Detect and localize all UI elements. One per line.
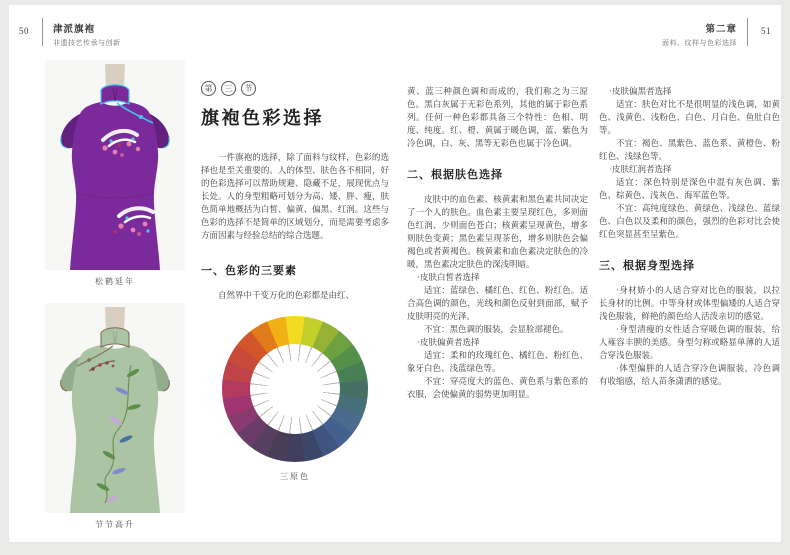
purple-qipao-photo <box>45 60 185 270</box>
running-head-left <box>53 21 121 48</box>
figure-green-qipao <box>45 303 185 530</box>
intro-paragraph: 一件旗袍的选择，除了面料与纹样，色彩的选择也是至关重要的。人的体型、肤色各不相同，好的色彩选择可以帮助规避、隐藏不足，展现优点与长处。人的身型粗略可划分为高、矮、胖、瘦，肤色简单地概括为白皙、偏黄、偏黑、红润。这些与色彩的选择不是简单的区域划分，而是需要考虑多方面因素与经验总结的综合选题。 <box>201 152 389 240</box>
subheading-skin-color: 二、根据肤色选择 <box>407 169 503 181</box>
body-paragraph: 适宜：蓝绿色、橘红色、红色、粉红色。适合高色调的颜色，光线和颜色反射到面部，赋予皮肤明亮的光泽。 <box>407 285 588 321</box>
purple-qipao-illustration <box>45 60 185 270</box>
figure-purple-qipao <box>45 60 185 287</box>
header-divider-left <box>42 18 43 46</box>
figure-caption: 节节高升 <box>95 520 135 529</box>
chapter-subtitle: 面料、纹样与色彩选择 <box>662 39 737 47</box>
body-paragraph: ·身材娇小的人适合穿对比色的服装，以拉长身材的比例。中等身材或体型偏矮的人适合穿浅色服装，鲜艳的颜色给人活泼亲切的感觉。 <box>599 285 780 321</box>
green-qipao-photo <box>45 303 185 513</box>
body-paragraph: 皮肤中的血色素、核黄素和黑色素共同决定了一个人的肤色。血色素主要呈现红色，多则面色红润、少则面色苍白；核黄素呈现黄色，增多则肤色变黄；黑色素呈现茶色，增多则肤色会偏褐色或者黄褐色。核黄素和血色素决定肤色的冷暖，黑色素决定肤色的深浅明暗。 <box>407 194 588 269</box>
green-qipao-illustration <box>45 303 185 513</box>
figure-caption: 松鹤延年 <box>95 277 135 286</box>
lead-line: 自然界中千变万化的色彩都是由红、 <box>218 290 355 300</box>
header-divider-right <box>747 18 748 46</box>
color-wheel-center <box>267 361 322 416</box>
body-paragraph: 不宜：穿亮度大的蓝色、黄色系与紫色系的衣服，会使偏黄的弱势更加明显。 <box>407 376 588 399</box>
section-mark-char: 三 <box>221 81 236 96</box>
section-mark-char: 第 <box>201 81 216 96</box>
body-paragraph: 适宜：柔和的玫瑰红色、橘红色、粉红色、象牙白色、浅蓝绿色等。 <box>407 350 588 373</box>
series-subtitle: 非遗技艺传承与创新 <box>53 39 121 47</box>
bullet-heading: ·皮肤偏黑者选择 <box>609 86 672 96</box>
color-wheel-caption: 三原色 <box>280 472 310 481</box>
chapter-title: 第二章 <box>705 25 737 35</box>
body-paragraph: 不宜：高纯度绿色、黄绿色、浅绿色、蓝绿色、白色以及柔和的颜色，强烈的色彩对比会使红色突显甚至呈紫色。 <box>599 203 780 239</box>
book-spread <box>9 5 781 542</box>
body-paragraph: ·身型清瘦的女性适合穿暖色调的服装，给人雍容丰腴的美感。身型匀称或略显单薄的人适合穿浅色服装。 <box>599 324 780 360</box>
page-number-left: 50 <box>19 26 29 36</box>
section-mark-char: 节 <box>241 81 256 96</box>
body-paragraph: 不宜：黑色调的服装，会显脸部褪色。 <box>424 324 569 334</box>
bullet-heading: ·皮肤红润者选择 <box>609 164 672 174</box>
section-title: 旗袍色彩选择 <box>201 108 324 128</box>
bullet-heading: ·皮肤白皙者选择 <box>417 272 480 282</box>
section-number-mark <box>201 81 389 96</box>
body-paragraph: 不宜：褐色、黑紫色、蓝色系、黄橙色、粉红色、浅绿色等。 <box>599 138 780 161</box>
series-title: 津派旗袍 <box>53 25 96 35</box>
page-number-right: 51 <box>761 26 771 36</box>
subheading-color-elements: 一、色彩的三要素 <box>201 265 297 277</box>
running-head-right <box>662 21 737 48</box>
color-wheel-figure <box>201 316 389 482</box>
right-page-column-1 <box>407 85 588 401</box>
color-wheel <box>222 316 368 462</box>
body-paragraph: ·体型偏胖的人适合穿冷色调服装，冷色调有收缩感，给人苗条潇洒的感觉。 <box>599 363 780 386</box>
bullet-heading: ·皮肤偏黄者选择 <box>417 337 480 347</box>
body-paragraph: 适宜：肤色对比不是很明显的浅色调，如黄色、浅黄色、浅粉色、白色、月白色、鱼肚白色等。 <box>599 99 780 135</box>
right-page-column-2 <box>599 85 780 388</box>
subheading-body-shape: 三、根据身型选择 <box>599 260 695 272</box>
body-paragraph: 适宜：深色特别是深色中混有灰色调、紫色、棕黄色、浅灰色、海军蓝色等。 <box>599 177 780 200</box>
section-opener-column <box>201 81 389 482</box>
body-paragraph: 黄、蓝三种颜色调和而成的，我们称之为三原色。黑白灰属于无彩色系列，其他的属于彩色系列。任何一种色彩都具备三个特性：色相、明度、纯度。红、橙、黄属于暖色调，蓝、紫色为冷色调，白、灰、黑等无彩色也属于冷色调。 <box>407 86 588 148</box>
